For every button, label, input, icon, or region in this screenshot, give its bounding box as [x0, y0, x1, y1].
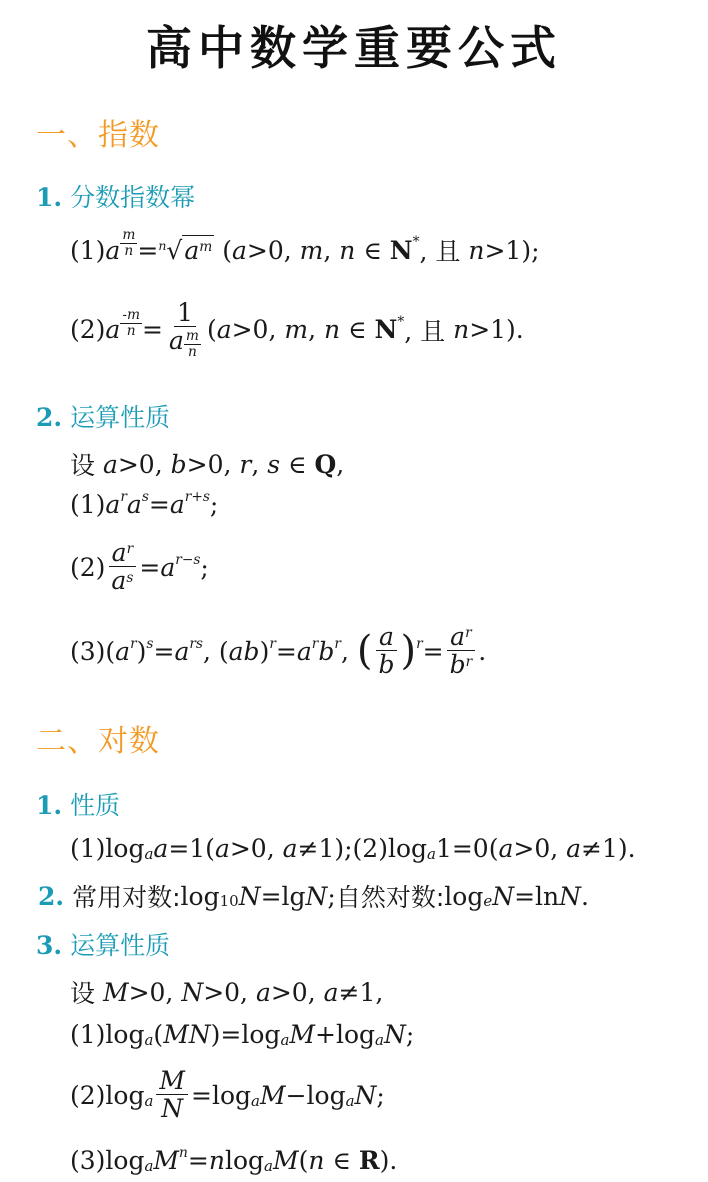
formula-exp-2: (2) a -m n = 1 a $\frac{m}{n}$ ( a >0, m , n ∈ N * , 且 n >1). [70, 298, 524, 360]
line-common-natural-log: 2. 常用对数: log 10 N =lg N ; 自然对数: log e N =ln N . [38, 881, 589, 912]
formula-op-2: (2) $\frac{a^r}{a^s}$ = a r−s ; [70, 538, 209, 596]
subheading-fractional-power: 1. 分数指数幂 [36, 183, 196, 212]
page-title: 高中数学重要公式 [146, 21, 562, 75]
formula-op-1: (1) a r a s = a r+s ; [70, 488, 219, 519]
premise-exp: 设 a >0, b >0, r , s ∈ Q , [70, 449, 345, 480]
formula-exp-1: (1) a m n = n √ $a^m$ ( a >0, m , n ∈ N * , 且 n >1); [70, 227, 540, 266]
formula-lg-3: (3)log a M n = n log a M ( n ∈ R ). [70, 1144, 398, 1175]
formula-op-3: (3)( a r ) s = a rs , ( ab ) r = a r b r , ( $\frac{a}{b}$ ) r = $\frac{a^r}{b^r}$ . [70, 622, 487, 680]
subheading-log-operation: 3. 运算性质 [36, 931, 171, 960]
formula-lg-2: (2)log a $\frac{M}{N}$ =log a M −log a N ; [70, 1066, 385, 1124]
section-heading-logarithm: 二、对数 [36, 724, 160, 759]
subheading-log-property: 1. 性质 [36, 791, 121, 820]
formula-log-1: (1)log a a =1( a >0, a ≠1);(2)log a 1=0( a >0, a ≠1). [70, 834, 636, 863]
premise-log: 设 M >0, N >0, a >0, a ≠1, [70, 977, 384, 1008]
formula-lg-1: (1)log a ( MN )=log a M +log a N ; [70, 1020, 415, 1049]
subheading-operation-rules: 2. 运算性质 [36, 403, 171, 432]
section-heading-exponent: 一、指数 [36, 118, 160, 153]
